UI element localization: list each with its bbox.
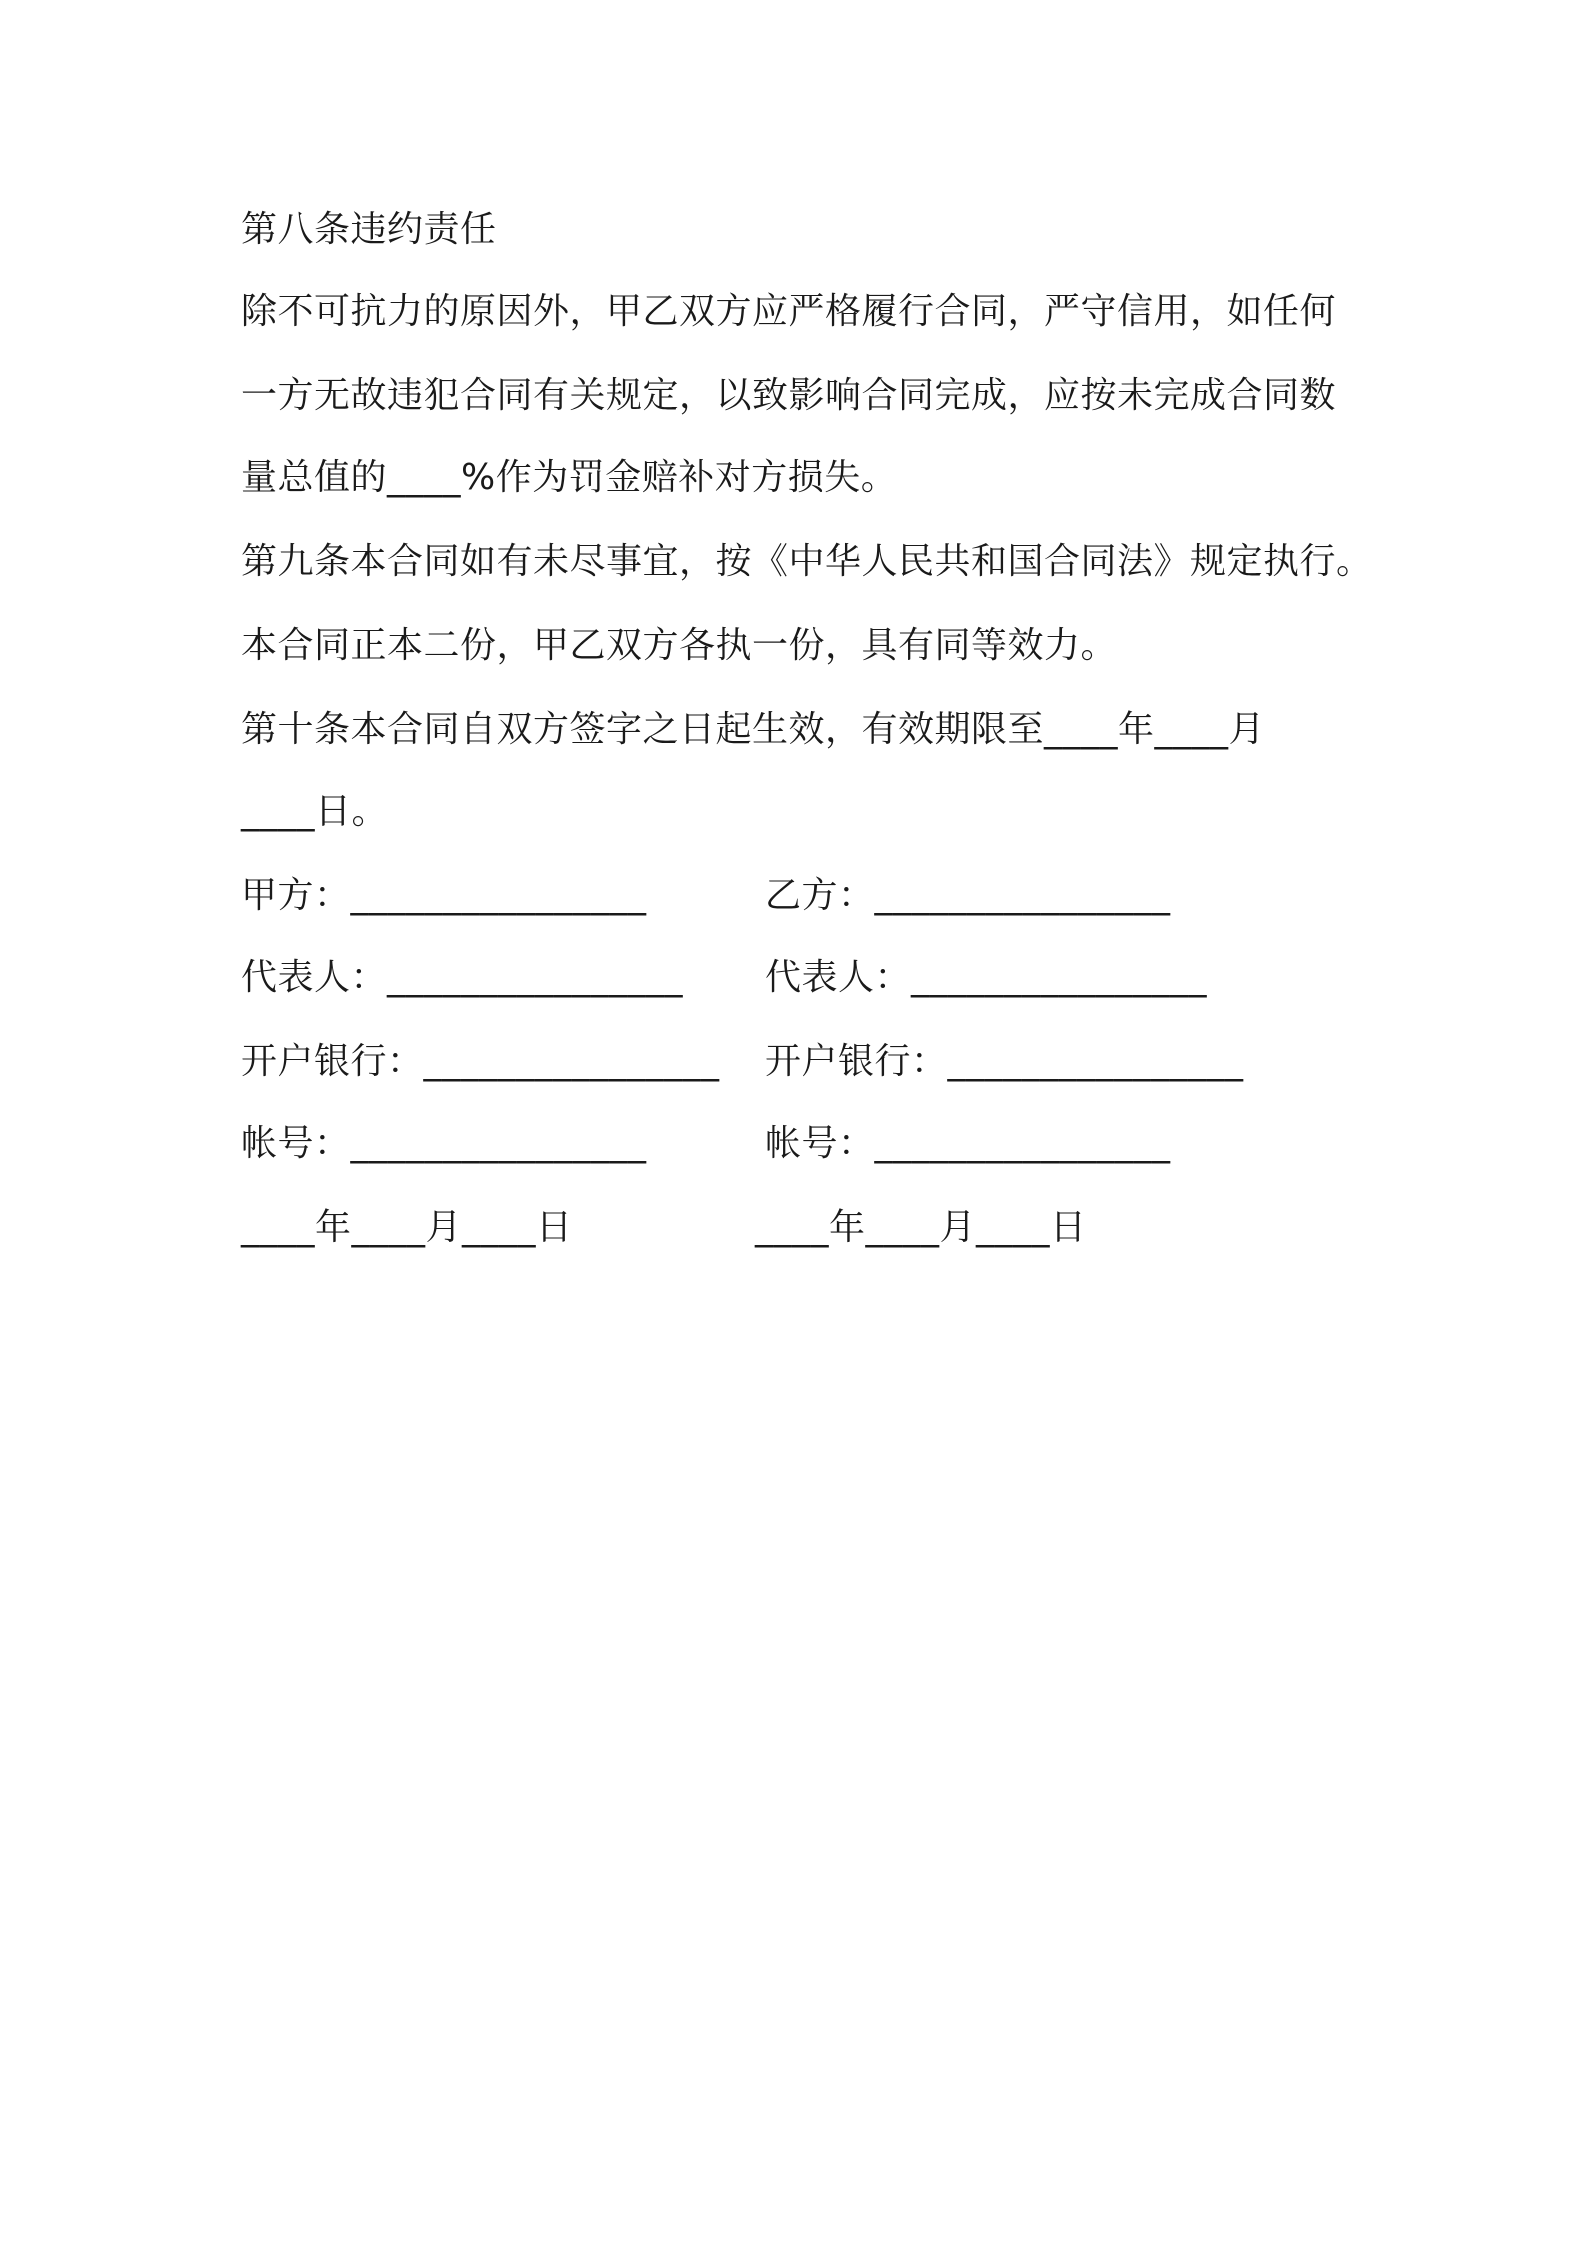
date-b-field: ____年____月____日 xyxy=(755,1207,1087,1248)
representative-b-field: 代表人：________________ xyxy=(765,957,1208,998)
article10-line1: 第十条本合同自双方签字之日起生效，有效期限至____年____月 xyxy=(241,709,1266,750)
article9-line1: 第九条本合同如有未尽事宜，按《中华人民共和国合同法》规定执行。 xyxy=(241,541,1373,582)
article10-line2: ____日。 xyxy=(241,791,389,832)
date-a-field: ____年____月____日 xyxy=(241,1207,573,1248)
bank-a-field: 开户银行：________________ xyxy=(241,1041,720,1082)
party-a-field: 甲方：________________ xyxy=(241,875,647,916)
article9-line2: 本合同正本二份，甲乙双方各执一份，具有同等效力。 xyxy=(241,625,1118,666)
account-b-field: 帐号：________________ xyxy=(765,1123,1171,1164)
article8-line2: 一方无故违犯合同有关规定，以致影响合同完成，应按未完成合同数 xyxy=(241,375,1337,416)
bank-b-field: 开户银行：________________ xyxy=(765,1041,1244,1082)
article8-line1: 除不可抗力的原因外，甲乙双方应严格履行合同，严守信用，如任何 xyxy=(241,291,1337,332)
representative-a-field: 代表人：________________ xyxy=(241,957,684,998)
account-a-field: 帐号：________________ xyxy=(241,1123,647,1164)
article8-line3: 量总值的____%作为罚金赔补对方损失。 xyxy=(241,457,898,498)
party-b-field: 乙方：________________ xyxy=(765,875,1171,916)
article8-heading: 第八条违约责任 xyxy=(241,209,497,250)
